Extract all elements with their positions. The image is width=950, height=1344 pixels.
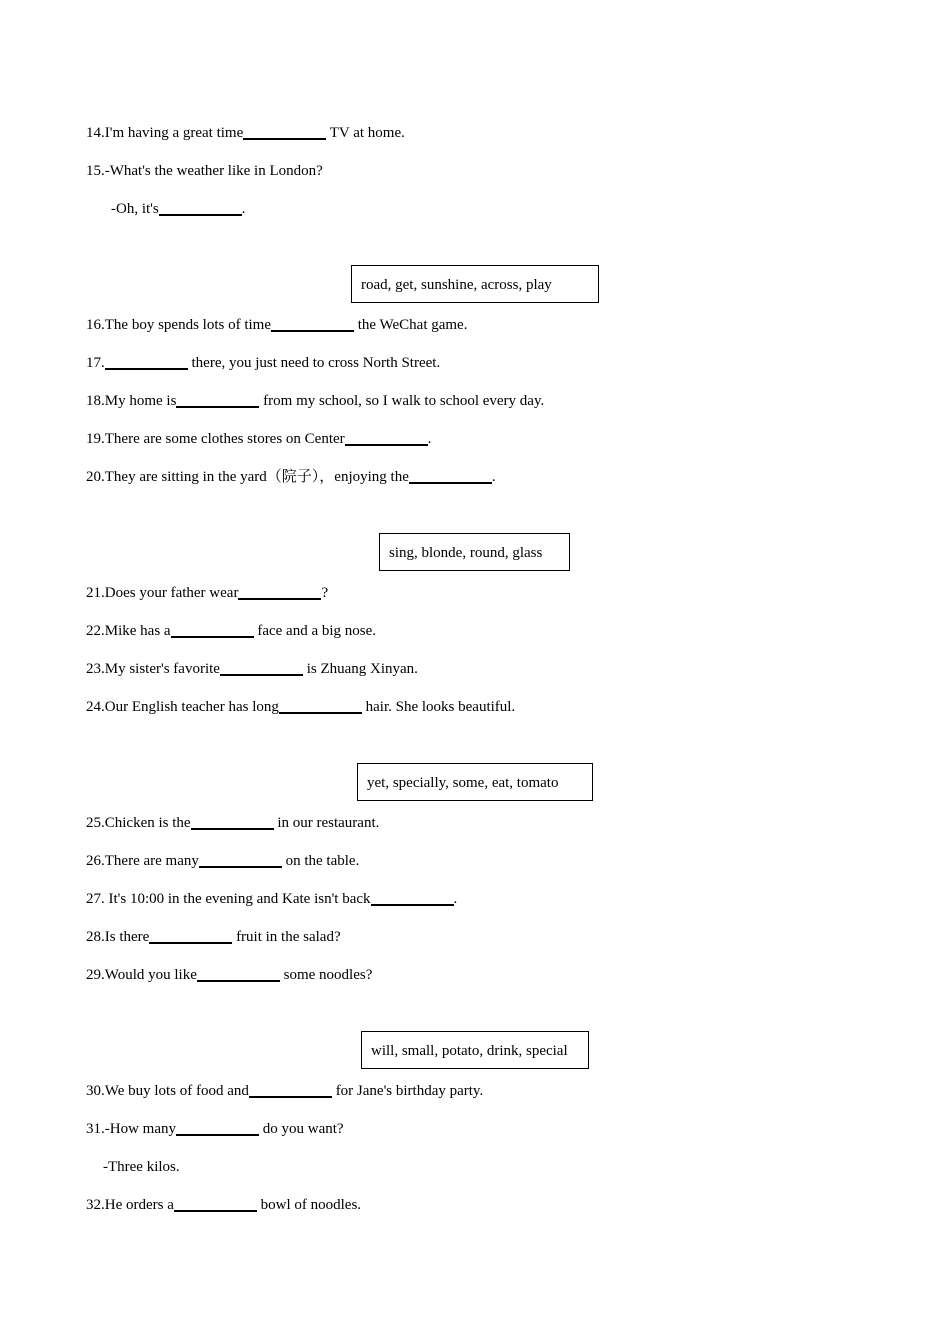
word-box: road, get, sunshine, across, play [351,265,599,303]
question-text: 22.Mike has a [86,623,171,639]
question-text: 14.I'm having a great time [86,125,244,141]
question-text: 19.There are some clothes stores on Center [86,431,345,447]
question-18 [86,391,544,411]
question-text: 28.Is there [86,929,150,945]
answer-blank[interactable] [199,852,282,868]
question-text: -Three kilos. [103,1159,180,1175]
question-text: . [241,201,246,217]
question-text: 31.-How many [86,1121,176,1137]
question-text: . [453,891,458,907]
answer-blank[interactable] [409,468,492,484]
question-text: for Jane's birthday party. [331,1083,484,1099]
answer-blank[interactable] [197,966,280,982]
question-29 [86,965,372,985]
answer-blank[interactable] [149,928,232,944]
question-text: 23.My sister's favorite [86,661,220,677]
question-text: do you want? [259,1121,344,1137]
answer-blank[interactable] [220,660,303,676]
question-24 [86,697,515,717]
answer-blank[interactable] [171,622,254,638]
question-text: ? [321,585,329,601]
question-text: . [427,431,432,447]
question-text: fruit in the salad? [232,929,341,945]
question-text: 24.Our English teacher has long [86,699,279,715]
question-text: 26.There are many [86,853,199,869]
question-text: 17. [86,355,105,371]
answer-blank[interactable] [191,814,274,830]
answer-blank[interactable] [345,430,428,446]
word-box: sing, blonde, round, glass [379,533,570,571]
answer-blank[interactable] [176,392,259,408]
question-30 [86,1081,483,1101]
answer-blank[interactable] [271,316,354,332]
word-box: yet, specially, some, eat, tomato [357,763,593,801]
question-28 [86,927,341,947]
question-text: -Oh, it's [111,201,159,217]
question-text: . [491,469,496,485]
answer-blank[interactable] [238,584,321,600]
question-31-answer [103,1157,180,1177]
question-text: hair. She looks beautiful. [361,699,516,715]
question-text: 32.He orders a [86,1197,174,1213]
question-text: 30.We buy lots of food and [86,1083,249,1099]
word-box: will, small, potato, drink, special [361,1031,589,1069]
question-20 [86,467,496,487]
answer-blank[interactable] [243,124,326,140]
question-23 [86,659,418,679]
answer-blank[interactable] [176,1120,259,1136]
question-16 [86,315,467,335]
question-text: 25.Chicken is the [86,815,191,831]
question-text: the WeChat game. [353,317,468,333]
question-31 [86,1119,344,1139]
question-text: 15.-What's the weather like in London? [86,163,323,179]
question-27 [86,889,457,909]
question-text: 16.The boy spends lots of time [86,317,271,333]
question-26 [86,851,359,871]
question-19 [86,429,431,449]
question-text: on the table. [281,853,360,869]
question-text: there, you just need to cross North Street. [187,355,441,371]
question-text: 27. It's 10:00 in the evening and Kate isn't back [86,891,371,907]
question-text: in our restaurant. [273,815,380,831]
question-text: 18.My home is [86,393,177,409]
answer-blank[interactable] [371,890,454,906]
answer-blank[interactable] [105,354,188,370]
question-14 [86,123,405,143]
question-text: face and a big nose. [253,623,377,639]
question-21 [86,583,328,603]
question-15-answer [111,199,245,219]
question-17 [86,353,440,373]
answer-blank[interactable] [279,698,362,714]
answer-blank[interactable] [249,1082,332,1098]
answer-blank[interactable] [159,200,242,216]
question-text: 20.They are sitting in the yard（院子），enjoying the [86,469,409,485]
question-text: is Zhuang Xinyan. [302,661,418,677]
question-25 [86,813,379,833]
question-text: bowl of noodles. [256,1197,362,1213]
question-15 [86,161,323,181]
question-text: 29.Would you like [86,967,197,983]
question-text: from my school, so I walk to school every day. [259,393,545,409]
question-text: TV at home. [326,125,405,141]
question-32 [86,1195,361,1215]
answer-blank[interactable] [174,1196,257,1212]
question-text: some noodles? [279,967,373,983]
question-text: 21.Does your father wear [86,585,239,601]
question-22 [86,621,376,641]
